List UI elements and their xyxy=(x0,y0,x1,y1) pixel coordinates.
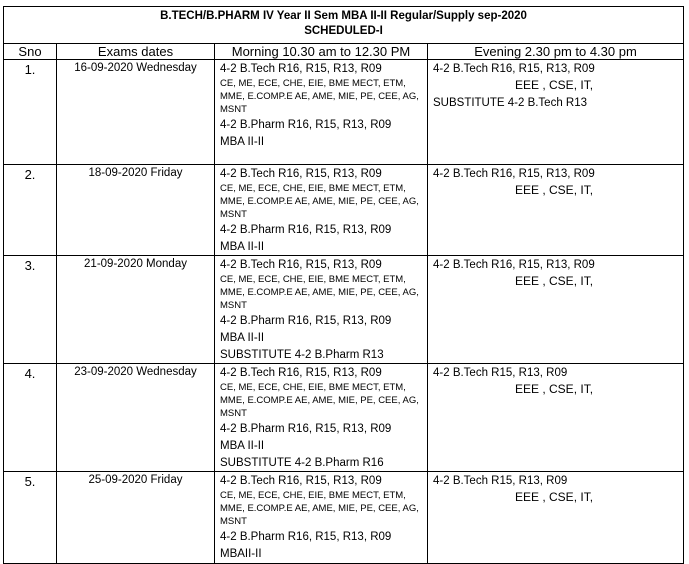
schedule-subtitle: SCHEDULED-I xyxy=(304,25,383,37)
morning-btech: 4-2 B.Tech R16, R15, R13, R09 xyxy=(220,168,382,180)
header-row xyxy=(4,44,684,60)
morning-btech: 4-2 B.Tech R16, R15, R13, R09 xyxy=(220,367,382,379)
morning-session xyxy=(215,60,428,165)
title-row xyxy=(4,7,684,44)
morning-bpharm: 4-2 B.Pharm R16, R15, R13, R09 xyxy=(220,224,392,236)
morning-mba: MBA II-II xyxy=(220,136,265,148)
morning-session xyxy=(215,165,428,256)
table-row xyxy=(4,472,684,564)
schedule-title: B.TECH/B.PHARM IV Year II Sem MBA II-II Regular/Supply sep-2020 xyxy=(160,10,527,22)
header-morning: Morning 10.30 am to 12.30 PM xyxy=(215,44,428,60)
branch-list-line: MSNT xyxy=(220,300,247,311)
evening-btech: 4-2 B.Tech R16, R15, R13, R09 xyxy=(433,168,595,180)
evening-branches: EEE , CSE, IT, xyxy=(515,78,594,92)
branch-list-line: MSNT xyxy=(220,104,247,115)
morning-session xyxy=(215,364,428,472)
morning-substitute: SUBSTITUTE 4-2 B.Pharm R13 xyxy=(220,349,384,361)
evening-session xyxy=(428,364,684,472)
morning-btech: 4-2 B.Tech R16, R15, R13, R09 xyxy=(220,63,382,75)
evening-btech: 4-2 B.Tech R15, R13, R09 xyxy=(433,475,568,487)
evening-branches: EEE , CSE, IT, xyxy=(515,382,594,396)
morning-bpharm: 4-2 B.Pharm R16, R15, R13, R09 xyxy=(220,423,392,435)
evening-branches: EEE , CSE, IT, xyxy=(515,274,594,288)
branch-list-line: MME, E.COMP.E AE, AME, MIE, PE, CEE, AG, xyxy=(220,287,419,298)
evening-session xyxy=(428,472,684,564)
branch-list-line: MSNT xyxy=(220,516,247,527)
branch-list-line: CE, ME, ECE, CHE, EIE, BME MECT, ETM, xyxy=(220,78,406,89)
branch-list-line: MME, E.COMP.E AE, AME, MIE, PE, CEE, AG, xyxy=(220,91,419,102)
branch-list-line: CE, ME, ECE, CHE, EIE, BME MECT, ETM, xyxy=(220,274,406,285)
branch-list-line: CE, ME, ECE, CHE, EIE, BME MECT, ETM, xyxy=(220,490,406,501)
branch-list-line: MME, E.COMP.E AE, AME, MIE, PE, CEE, AG, xyxy=(220,196,419,207)
title-cell xyxy=(4,7,684,44)
table-row xyxy=(4,60,684,165)
evening-btech: 4-2 B.Tech R15, R13, R09 xyxy=(433,367,568,379)
morning-mba: MBAII-II xyxy=(220,548,262,560)
morning-btech: 4-2 B.Tech R16, R15, R13, R09 xyxy=(220,475,382,487)
serial-number: 5. xyxy=(4,472,57,564)
exam-date: 25-09-2020 Friday xyxy=(57,472,215,564)
evening-session xyxy=(428,165,684,256)
table-row xyxy=(4,364,684,472)
morning-bpharm: 4-2 B.Pharm R16, R15, R13, R09 xyxy=(220,531,392,543)
evening-branches: EEE , CSE, IT, xyxy=(515,183,594,197)
evening-session xyxy=(428,60,684,165)
exam-schedule-document xyxy=(3,6,683,564)
serial-number: 3. xyxy=(4,256,57,364)
morning-bpharm: 4-2 B.Pharm R16, R15, R13, R09 xyxy=(220,119,392,131)
exam-schedule-table xyxy=(3,6,684,564)
morning-mba: MBA II-II xyxy=(220,241,265,253)
branch-list-line: CE, ME, ECE, CHE, EIE, BME MECT, ETM, xyxy=(220,183,406,194)
evening-btech: 4-2 B.Tech R16, R15, R13, R09 xyxy=(433,259,595,271)
exam-date: 16-09-2020 Wednesday xyxy=(57,60,215,165)
evening-substitute: SUBSTITUTE 4-2 B.Tech R13 xyxy=(433,97,588,109)
morning-session xyxy=(215,472,428,564)
branch-list-line: MME, E.COMP.E AE, AME, MIE, PE, CEE, AG, xyxy=(220,395,419,406)
serial-number: 4. xyxy=(4,364,57,472)
schedule-rows xyxy=(4,60,684,564)
table-row xyxy=(4,256,684,364)
morning-mba: MBA II-II xyxy=(220,440,265,452)
table-row xyxy=(4,165,684,256)
evening-session xyxy=(428,256,684,364)
branch-list-line: MSNT xyxy=(220,408,247,419)
header-exam-dates: Exams dates xyxy=(57,44,215,60)
morning-mba: MBA II-II xyxy=(220,332,265,344)
branch-list-line: CE, ME, ECE, CHE, EIE, BME MECT, ETM, xyxy=(220,382,406,393)
evening-branches: EEE , CSE, IT, xyxy=(515,490,594,504)
branch-list-line: MSNT xyxy=(220,209,247,220)
evening-btech: 4-2 B.Tech R16, R15, R13, R09 xyxy=(433,63,595,75)
branch-list-line: MME, E.COMP.E AE, AME, MIE, PE, CEE, AG, xyxy=(220,503,419,514)
serial-number: 2. xyxy=(4,165,57,256)
header-evening: Evening 2.30 pm to 4.30 pm xyxy=(428,44,684,60)
morning-session xyxy=(215,256,428,364)
morning-btech: 4-2 B.Tech R16, R15, R13, R09 xyxy=(220,259,382,271)
morning-bpharm: 4-2 B.Pharm R16, R15, R13, R09 xyxy=(220,315,392,327)
exam-date: 23-09-2020 Wednesday xyxy=(57,364,215,472)
serial-number: 1. xyxy=(4,60,57,165)
exam-date: 18-09-2020 Friday xyxy=(57,165,215,256)
exam-date: 21-09-2020 Monday xyxy=(57,256,215,364)
header-sno: Sno xyxy=(4,44,57,60)
morning-substitute: SUBSTITUTE 4-2 B.Pharm R16 xyxy=(220,457,384,469)
